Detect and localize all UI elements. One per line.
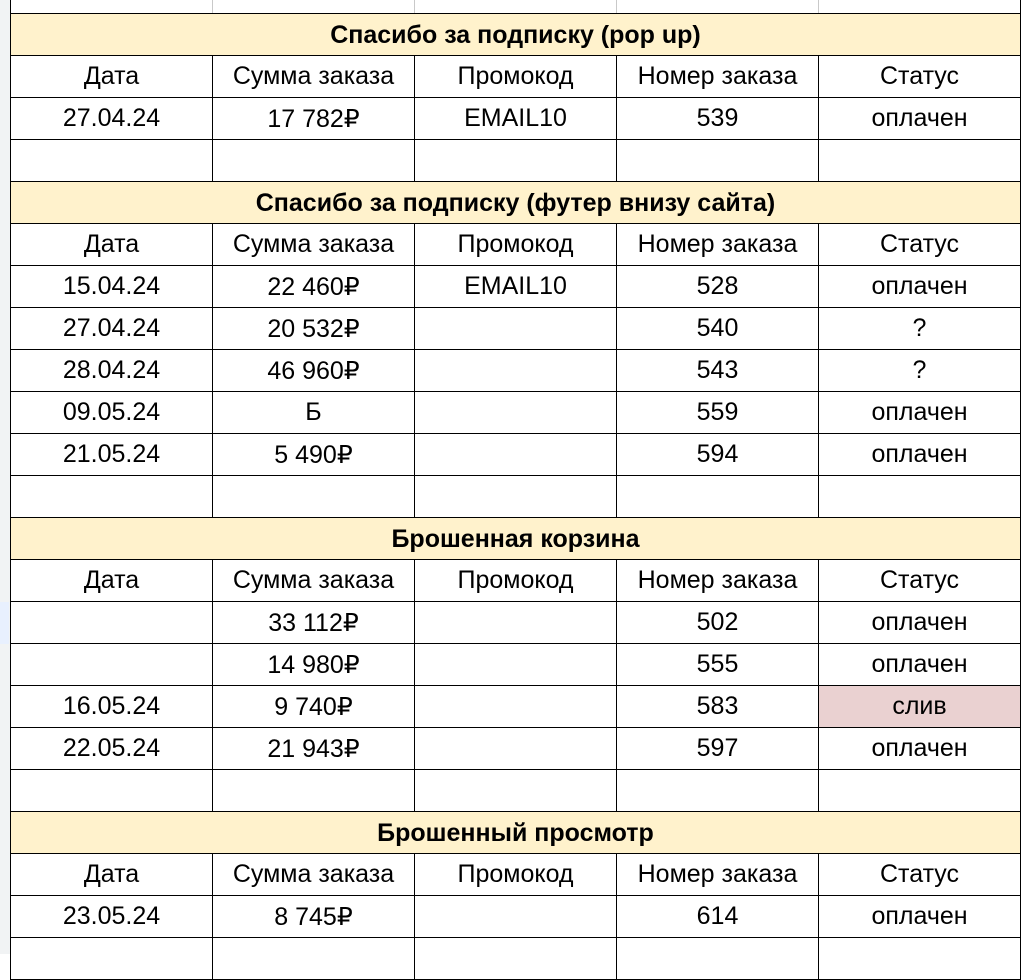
header-row [11,560,1020,602]
cell-order-number[interactable] [617,476,819,517]
table-row [11,686,1020,728]
header-row [11,224,1020,266]
header-promo-code[interactable]: Промокод [415,560,617,601]
cell-status[interactable]: оплачен [871,272,968,300]
table-row [11,896,1020,938]
cell-status[interactable]: слив [819,686,1020,727]
cell-promo-code[interactable]: EMAIL10 [415,98,617,139]
cell-status[interactable]: ? [912,314,927,342]
grid-cell[interactable] [11,0,213,13]
cell-order-number[interactable]: 528 [617,266,819,307]
cell-order-amount[interactable]: 21 943₽ [213,728,415,769]
cell-status[interactable] [819,476,1020,517]
cell-order-amount[interactable]: Б [213,392,415,433]
cell-order-amount[interactable] [213,140,415,181]
cell-status[interactable]: оплачен [871,734,968,762]
header-date[interactable]: Дата [11,56,213,97]
selected-row-marker [0,602,9,644]
cell-order-amount[interactable]: 5 490₽ [213,434,415,475]
grid-cell[interactable] [213,0,415,13]
cell-date[interactable]: 21.05.24 [11,434,213,475]
grid-cell[interactable] [415,0,617,13]
table-row [11,98,1020,140]
cell-promo-code[interactable] [415,770,617,811]
cell-promo-code[interactable] [415,938,617,979]
table-row [11,266,1020,308]
table-row [11,350,1020,392]
cell-promo-code[interactable] [415,644,617,685]
header-date[interactable]: Дата [11,854,213,895]
table-row [11,602,1020,644]
cell-order-amount[interactable]: 9 740₽ [213,686,415,727]
cell-order-number[interactable]: 540 [617,308,819,349]
cell-promo-code[interactable] [415,476,617,517]
table-row [11,434,1020,476]
row-gutter [0,0,10,954]
header-order-amount[interactable]: Сумма заказа [213,224,415,265]
cell-order-number[interactable]: 559 [617,392,819,433]
grid-cell[interactable] [617,0,819,13]
cell-order-amount[interactable] [213,938,415,979]
header-order-amount[interactable]: Сумма заказа [213,560,415,601]
section-title-row [11,518,1020,560]
header-order-amount[interactable]: Сумма заказа [213,56,415,97]
table-row [11,308,1020,350]
section-title[interactable]: Брошенная корзина [11,518,1020,559]
header-order-number[interactable]: Номер заказа [617,56,819,97]
header-promo-code[interactable]: Промокод [415,224,617,265]
header-row [11,854,1020,896]
cell-promo-code[interactable] [415,140,617,181]
cell-status[interactable]: оплачен [871,650,968,678]
cell-promo-code[interactable] [415,434,617,475]
cell-order-number[interactable]: 539 [617,98,819,139]
section-title[interactable]: Спасибо за подписку (pop up) [11,14,1020,55]
partial-row-top [11,0,1020,14]
cell-status[interactable]: оплачен [871,440,968,468]
cell-order-amount[interactable]: 33 112₽ [213,602,415,643]
cell-status[interactable] [819,938,1020,979]
cell-status[interactable]: оплачен [871,902,968,930]
cell-order-amount[interactable]: 17 782₽ [213,98,415,139]
header-status[interactable]: Статус [879,230,960,258]
cell-order-number[interactable]: 614 [617,896,819,937]
section [11,14,1020,182]
section [11,182,1020,518]
header-row [11,56,1020,98]
cell-date[interactable]: 09.05.24 [11,392,213,433]
table-row [11,728,1020,770]
cell-order-number[interactable]: 597 [617,728,819,769]
cell-date[interactable] [11,770,213,811]
cell-order-amount[interactable] [213,770,415,811]
cell-promo-code[interactable] [415,896,617,937]
cell-date[interactable] [11,938,213,979]
section-title-row [11,14,1020,56]
cell-promo-code[interactable] [415,728,617,769]
cell-date[interactable] [11,476,213,517]
cell-order-amount[interactable] [213,476,415,517]
header-status[interactable]: Статус [879,62,960,90]
header-order-number[interactable]: Номер заказа [617,224,819,265]
section [11,518,1020,812]
cell-status[interactable] [819,770,1020,811]
grid-cell[interactable] [819,0,1020,13]
cell-order-amount[interactable]: 8 745₽ [213,896,415,937]
cell-order-number[interactable]: 583 [617,686,819,727]
cell-date[interactable] [11,602,213,643]
header-status[interactable]: Статус [879,860,960,888]
cell-promo-code[interactable] [415,602,617,643]
cell-order-number[interactable]: 594 [617,434,819,475]
cell-date[interactable]: 22.05.24 [11,728,213,769]
header-promo-code[interactable]: Промокод [415,854,617,895]
cell-order-number[interactable] [617,140,819,181]
cell-date[interactable]: 15.04.24 [11,266,213,307]
cell-order-number[interactable] [617,938,819,979]
section-title-row [11,812,1020,854]
cell-date[interactable]: 27.04.24 [11,308,213,349]
cell-status[interactable]: оплачен [871,104,968,132]
header-date[interactable]: Дата [11,224,213,265]
section-title[interactable]: Брошенный просмотр [11,812,1020,853]
cell-promo-code[interactable]: EMAIL10 [415,266,617,307]
cell-promo-code[interactable] [415,686,617,727]
table-row [11,476,1020,518]
cell-date[interactable]: 23.05.24 [11,896,213,937]
header-order-amount[interactable]: Сумма заказа [213,854,415,895]
cell-date[interactable] [11,644,213,685]
section [11,812,1020,980]
cell-order-number[interactable] [617,770,819,811]
table-row [11,392,1020,434]
cell-date[interactable]: 16.05.24 [11,686,213,727]
cell-order-amount[interactable]: 20 532₽ [213,308,415,349]
header-promo-code[interactable]: Промокод [415,56,617,97]
cell-status[interactable] [819,140,1020,181]
table-row [11,770,1020,812]
cell-status[interactable]: оплачен [871,398,968,426]
header-date[interactable]: Дата [11,560,213,601]
section-title-row [11,182,1020,224]
cell-promo-code[interactable] [415,308,617,349]
section-title[interactable]: Спасибо за подписку (футер внизу сайта) [11,182,1020,223]
header-status[interactable]: Статус [879,566,960,594]
cell-order-number[interactable]: 502 [617,602,819,643]
sections-container [11,14,1020,980]
cell-date[interactable]: 27.04.24 [11,98,213,139]
cell-order-amount[interactable]: 14 980₽ [213,644,415,685]
spreadsheet-grid[interactable] [10,0,1021,980]
cell-order-number[interactable]: 543 [617,350,819,391]
table-row [11,938,1020,980]
cell-promo-code[interactable] [415,350,617,391]
cell-status[interactable]: оплачен [871,608,968,636]
cell-order-number[interactable]: 555 [617,644,819,685]
table-row [11,644,1020,686]
header-order-number[interactable]: Номер заказа [617,560,819,601]
table-row [11,140,1020,182]
cell-order-amount[interactable]: 46 960₽ [213,350,415,391]
header-order-number[interactable]: Номер заказа [617,854,819,895]
cell-date[interactable] [11,140,213,181]
cell-date[interactable]: 28.04.24 [11,350,213,391]
cell-order-amount[interactable]: 22 460₽ [213,266,415,307]
cell-promo-code[interactable] [415,392,617,433]
cell-status[interactable]: ? [912,356,927,384]
